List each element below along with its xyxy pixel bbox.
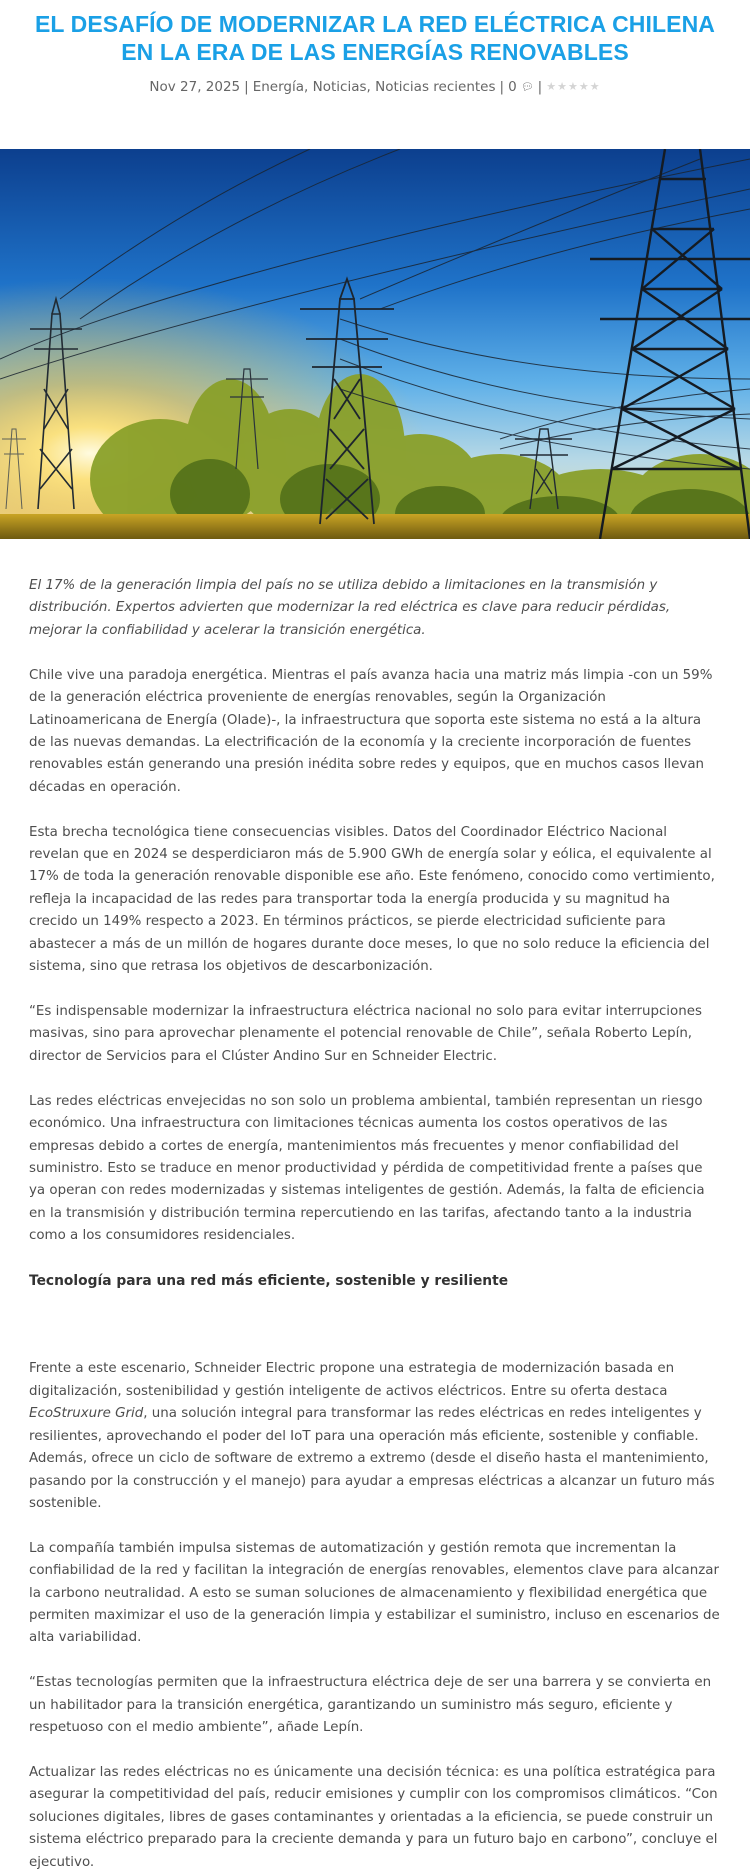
star-icon[interactable]: ★: [557, 80, 568, 93]
comments-link[interactable]: [508, 79, 534, 95]
article-lead: El 17% de la generación limpia del país no se utiliza debido a limitaciones en la transmisión y distribución. Expertos advierten que modernizar la red eléctrica es clave para reducir pérdidas, mejorar la confiabilidad y acelerar la transición energética.: [29, 578, 671, 638]
article-header: [0, 0, 750, 97]
paragraph: Esta brecha tecnológica tiene consecuencias visibles. Datos del Coordinador Eléctrico Nacional revelan que en 2024 se desperdiciaron más de 5.900 GWh de energía solar y eólica, el equivalente al 17% de toda la generación renovable disponible ese año. Este fenómeno, conocido como vertimiento, refleja la incapacidad de las redes para transportar toda la energía producida y su magnitud ha crecido un 149% respecto a 2023. En términos prácticos, se pierde electricidad suficiente para abastecer a más de un millón de hogares durante doce meses, lo que no solo reduce la eficiencia del sistema, sino que retrasa los objetivos de descarbonización.: [29, 824, 715, 975]
star-icon[interactable]: ★: [578, 80, 590, 93]
category-link-energia[interactable]: Energía: [252, 79, 305, 95]
paragraph: Las redes eléctricas envejecidas no son solo un problema ambiental, también representan un riesgo económico. Una infraestructura con limitaciones técnicas aumenta los costos operativos de las empresas debido a cortes de energía, mantenimientos más frecuentes y menor confiabilidad del suministro. Esto se traduce en menor productividad y pérdida de competitividad frente a países que ya operan con redes modernizadas y sistemas inteligentes de gestión. Además, la falta de eficiencia en la transmisión y distribución termina repercutiendo en las tarifas, afectando tanto a la industria como a los consumidores residenciales.: [29, 1093, 705, 1244]
post-date: Nov 27, 2025: [149, 79, 241, 95]
star-icon[interactable]: ★: [567, 80, 579, 93]
star-icon[interactable]: ★: [546, 80, 558, 93]
quote-paragraph: “Estas tecnologías permiten que la infraestructura eléctrica deje de ser una barrera y se convierta en un habilitador para la transición energética, garantizando un suministro más seguro, eficiente y respetuoso con el medio ambiente”, añade Lepín.: [29, 1675, 712, 1736]
star-icon[interactable]: ★: [589, 80, 601, 93]
paragraph: Frente a este escenario, Schneider Electric propone una estrategia de modernización basada en digitalización, sostenibilidad y gestión inteligente de activos eléctricos. Entre su oferta destaca EcoStruxure Grid, una solución integral para transformar las redes eléctricas en redes inteligentes y resilientes, aprovechando el poder del IoT para una operación más eficiente, sostenible y confiable. Además, ofrece un ciclo de software de extremo a extremo (desde el diseño hasta el mantenimiento, pasando por la construcción y el manejo) para ayudar a empresas eléctricas a alcanzar un futuro más sostenible.: [29, 1361, 715, 1511]
section-subheading: Tecnología para una red más eficiente, sostenible y resiliente: [29, 1273, 509, 1290]
comment-count: 0: [508, 79, 517, 95]
category-link-noticias-recientes[interactable]: Noticias recientes: [375, 79, 496, 95]
paragraph: La compañía también impulsa sistemas de automatización y gestión remota que incrementan la confiabilidad de la red y facilitan la integración de energías renovables, elementos clave para alcanzar la carbono neutralidad. A esto se suman soluciones de almacenamiento y flexibilidad energética que permiten maximizar el uso de la generación limpia y estabilizar el suministro, incluso en escenarios de alta variabilidad.: [29, 1540, 720, 1646]
category-link-noticias[interactable]: Noticias: [312, 79, 367, 95]
paragraph: Actualizar las redes eléctricas no es únicamente una decisión técnica: es una política estratégica para asegurar la competitividad del país, reducir emisiones y cumplir con los compromisos climáticos. “Con soluciones digitales, libres de gases contaminantes y orientadas a la eficiencia, se puede construir un sistema eléctrico preparado para la creciente demanda y para un futuro bajo en carbono”, concluye el ejecutivo.: [29, 1765, 718, 1870]
article-title: EL DESAFÍO DE MODERNIZAR LA RED ELÉCTRICA CHILENA EN LA ERA DE LAS ENERGÍAS RENOVABLES: [34, 11, 715, 65]
star-rating[interactable]: [546, 80, 600, 93]
article-body: [0, 539, 750, 1874]
post-meta: Nov 27, 2025 | Energía, Noticias, Noticias recientes | 0 💬︎ | ★★★★★: [149, 79, 601, 95]
product-name: EcoStruxure Grid: [29, 1406, 144, 1422]
hero-image: [0, 149, 750, 539]
paragraph: Chile vive una paradoja energética. Mientras el país avanza hacia una matriz más limpia -con un 59% de la generación eléctrica proveniente de energías renovables, según la Organización Latinoamericana de Energía (Olade)-, la infraestructura que soporta este sistema no está a la altura de las nuevas demandas. La electrificación de la economía y la creciente incorporación de fuentes renovables están generando una presión inédita sobre redes y equipos, que en muchos casos llevan décadas en operación.: [29, 667, 713, 795]
speech-bubble-icon: 💬︎: [520, 82, 534, 93]
quote-paragraph: “Es indispensable modernizar la infraestructura eléctrica nacional no solo para evitar interrupciones masivas, sino para aprovechar plenamente el potencial renovable de Chile”, señala Roberto Lepín, director de Servicios para el Clúster Andino Sur en Schneider Electric.: [29, 1004, 702, 1064]
